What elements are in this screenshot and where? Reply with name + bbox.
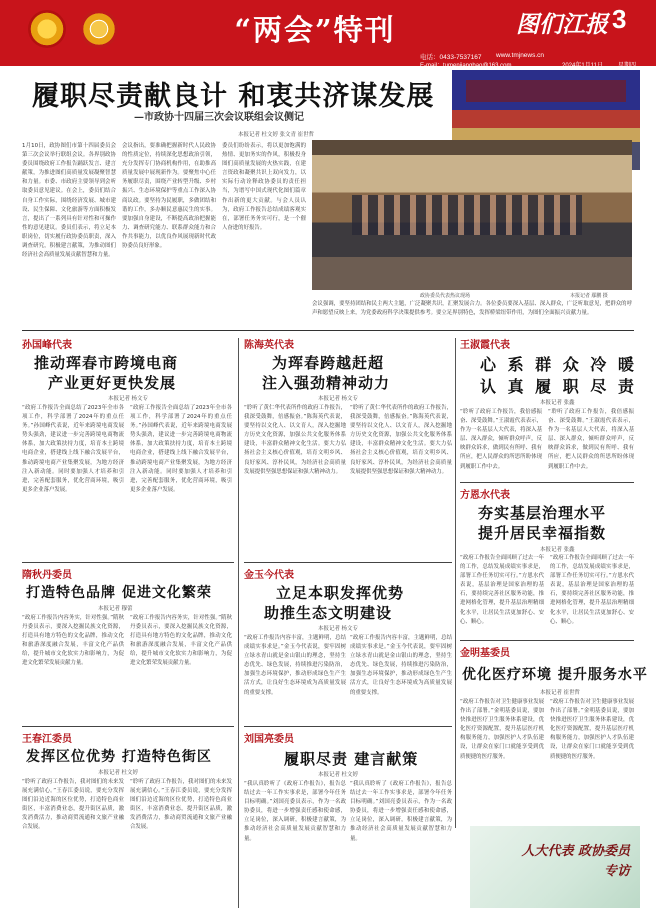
column-divider-2 xyxy=(455,338,456,828)
lead-title: 履职尽责献良计 和衷共济谋发展 xyxy=(32,81,435,112)
page-number: 3 xyxy=(612,4,627,34)
section-body-chen-a: “聆听了黄仁华代表所作的政府工作报告，我深受鼓舞，倍感振奋。”陈海英代表说，要坚持以文化人、以文育人，深入挖掘地方历史文化资源，加强公共文化服务体系建设，丰富群众精神文化生活。要大力弘扬社会主义核心价值观，培育文明乡风、良好家风、淳朴民风，为经济社会高质量发展提供坚强思想保证和强大精神动力。 xyxy=(244,405,346,475)
special-edition-title: “两会”特刊 xyxy=(234,13,396,47)
weekday: 星期四 xyxy=(618,63,637,69)
divider-wang-chunjiang xyxy=(22,726,234,727)
lead-body-col4: 会议强调，要坚持团结和民主两大主题，广泛凝聚共识，汇聚发展合力。各位委员要深入基层、深入群众，广泛听取意见，把群众的呼声和愿望反映上来，为党委政府科学决策提供参考。要立足界别特色，发挥桥梁纽带作用，为图们全面振兴贡献力量。 xyxy=(312,301,632,317)
section-body-chen-b: “聆听了黄仁华代表所作的政府工作报告，我深受鼓舞，倍感振奋。”陈海英代表说，要坚持以文化人、以文育人，深入挖掘地方历史文化资源，加强公共文化服务体系建设，丰富群众精神文化生活。要大力弘扬社会主义核心价值观，培育文明乡风、良好家风、淳朴民风，为经济社会高质量发展提供坚强思想保证和强大精神动力。 xyxy=(350,405,452,475)
section-headline-jin-yujin-2: 助推生态文明建设 xyxy=(264,604,393,622)
section-byline-jin-mingji: 本报记者 崔世哲 xyxy=(540,690,581,696)
newspaper-logo: 图们江报 xyxy=(516,11,608,38)
promo-line-2: 专访 xyxy=(603,864,630,879)
section-label-jin-yujin: 金玉今代表 xyxy=(244,570,294,581)
section-byline-wang-chunjiang: 本报记者 杜文婷 xyxy=(98,770,139,776)
section-headline-chen-2: 注入强劲精神动力 xyxy=(262,374,391,392)
section-label-wang: 王淑霞代表 xyxy=(460,340,510,351)
section-headline-jin-yujin-1: 立足本职发挥优势 xyxy=(276,584,405,602)
section-body-sun-b: “政府工作报告全面总结了2023年全市各项工作，科学部署了2024年的重点任务。”孙国峰代表说，近年来跨境电商发展势头强劲，建议进一步完善跨境电商物流体系，加大政策扶持力度，培育本土跨境电商企业，搭建线上线下融合发展平台，推动跨境电商产业集聚发展，为地方经济注入新动能。同时要加强人才培养和引进，完善配套服务，优化营商环境，吸引更多企业落户发展。 xyxy=(130,405,232,493)
email[interactable]: E-mail：tumenjiangbao@163.com xyxy=(420,63,512,69)
section-byline-sun: 本报记者 杨文专 xyxy=(108,396,149,402)
section-headline-chen-1: 为珲春跨越赶超 xyxy=(272,354,385,372)
phone: 电话：0433-7537167 xyxy=(420,54,482,61)
section-body-liu-a: “我认真聆听了《政府工作报告》，报告总结过去一年工作实事求是，部署今年任务目标明确。”刘国亮委员表示，作为一名政协委员，将进一步增强责任感和使命感，立足岗位，深入调研，积极建言献策，为推动经济社会高质量发展贡献智慧和力量。 xyxy=(244,781,346,842)
section-body-sun-a: “政府工作报告全面总结了2023年全市各项工作，科学部署了2024年的重点任务。”孙国峰代表说，近年来跨境电商发展势头强劲，建议进一步完善跨境电商物流体系，加大政策扶持力度，培育本土跨境电商企业，搭建线上线下融合发展平台，推动跨境电商产业集聚发展，为地方经济注入新动能。同时要加强人才培养和引进，完善配套服务，优化营商环境，吸引更多企业落户发展。 xyxy=(22,405,124,493)
section-label-fang: 方恩水代表 xyxy=(460,490,510,501)
section-body-fang-b: “政府工作报告全面回顾了过去一年的工作，总结发展成绩实事求是，部署工作任务切实可行。”方恩水代表说，基层治理是国家治理的基石，要持续完善社区服务功能，推进网格化管理，提升基层治理精细化水平，让居民生活更加舒心、安心、顺心。 xyxy=(550,555,634,625)
lead-body-col1: 1月10日，政协图们市第十四届委员会第三次会议举行联组会议。各界别政协委员围绕政府工作报告踊跃发言、建言献策，为推进图们高质量发展凝聚智慧和力量。市委、市政府主要领导到会听取委员意见建议。在会上，委员们结合自身工作实际，围绕经济发展、城市建设、民生保障、文化旅游等方面积极发言，提出了一系列具有针对性和可操作性的意见建议。委员们表示，将立足本职岗位，切实履行政协委员职责，深入调查研究，积极建言献策，为推动图们经济社会高质量发展贡献智慧和力量。 xyxy=(22,143,116,259)
section-byline-chen: 本报记者 杨文专 xyxy=(318,396,359,402)
section-byline-fang: 本报记者 张鑫 xyxy=(540,547,575,553)
section-body-sui-a: “政府工作报告内容务实，针对性强。”隋秋丹委员表示，要深入挖掘民族文化资源，打造具有地方特色的文化品牌，推动文化和旅游深度融合发展，丰富文化产品供给，提升城市文化软实力和影响力，为促进文化繁荣发展贡献力量。 xyxy=(22,615,124,667)
divider-liu xyxy=(244,726,452,727)
date: 2024年1月11日 xyxy=(562,63,603,69)
section-body-jin-mingji-a: “政府工作报告对卫生健康事业发展作出了部署。”金明基委员说，要加快推进医疗卫生服务体系建设，优化医疗资源配置，提升基层医疗机构服务能力，加强医护人才队伍建设，让群众在家门口就能享受到优质便捷的医疗服务。 xyxy=(460,699,544,760)
column-divider-1 xyxy=(238,338,239,908)
divider-jin-mingji xyxy=(460,640,634,641)
promo-text xyxy=(470,842,640,882)
section-body-wang-a: “聆听了政府工作报告，我倍感振奋、深受鼓舞。”王淑霞代表表示，作为一名基层人大代表，将深入基层、深入群众，倾听群众呼声，反映群众诉求，做到民有所呼、我有所应，把人民群众的所思所盼体现到履职工作中去。 xyxy=(460,409,542,470)
section-body-wang-b: “聆听了政府工作报告，我倍感振奋、深受鼓舞。”王淑霞代表表示，作为一名基层人大代表，将深入基层、深入群众，倾听群众呼声，反映群众诉求，做到民有所呼、我有所应，把人民群众的所思所盼体现到履职工作中去。 xyxy=(548,409,634,470)
section-body-sui-b: “政府工作报告内容务实，针对性强。”隋秋丹委员表示，要深入挖掘民族文化资源，打造具有地方特色的文化品牌，推动文化和旅游深度融合发展，丰富文化产品供给，提升城市文化软实力和影响力，为促进文化繁荣发展贡献力量。 xyxy=(130,615,232,667)
section-headline-wang-2: 认 真 履 职 尽 责 xyxy=(480,377,637,396)
section-headline-fang-1: 夯实基层治理水平 xyxy=(478,504,607,522)
section-byline-sui: 本报记者 穆蕾 xyxy=(98,606,133,612)
lead-subtitle: —市政协十四届三次会议联组会议侧记 xyxy=(134,112,304,123)
lead-byline: 本报记者 杜文婷 张文青 崔世哲 xyxy=(238,132,315,138)
section-headline-sun-2: 产业更好更快发展 xyxy=(48,374,177,392)
section-headline-sui: 打造特色品牌 促进文化繁荣 xyxy=(26,585,212,601)
promo-line-1: 人大代表 政协委员 xyxy=(521,844,630,859)
section-label-liu: 刘国亮委员 xyxy=(244,734,294,745)
divider-sui xyxy=(22,562,234,563)
lead-body-col2: 会议指出，要准确把握新时代人民政协的性质定位，持续深化思想政治引领，充分发挥专门协商机构作用，在助推高质量发展中展现新作为。要聚焦中心任务履职尽责，围绕产业转型升级、乡村振兴、生态环境保护等重点工作深入协商议政。要坚持为民履职，多做团结和谐的工作，多办顺民意惠民生的实事。要加强自身建设，不断提高政治把握能力、调查研究能力、联系群众能力和合作共事能力，以优良作风展现新时代政协委员良好形象。 xyxy=(122,143,216,250)
section-headline-fang-2: 提升居民幸福指数 xyxy=(478,524,607,542)
section-byline-wang: 本报记者 张鑫 xyxy=(540,400,575,406)
masthead xyxy=(0,0,656,69)
section-label-sui: 隋秋丹委员 xyxy=(22,570,72,581)
section-byline-jin-yujin: 本报记者 杨文专 xyxy=(318,626,359,632)
section-headline-liu: 履职尽责 建言献策 xyxy=(284,750,419,768)
section-label-sun: 孙国峰代表 xyxy=(22,340,72,351)
section-byline-liu: 本报记者 杜文婷 xyxy=(318,772,359,778)
section-body-wang-chunjiang-b: “聆听了政府工作报告，我对图们的未来发展充满信心。”王春江委员说，要充分发挥图们沿边近海的区位优势，打造特色商业街区，丰富消费业态，提升街区品质，激发消费活力，推动商贸流通和文旅产业融合发展。 xyxy=(130,779,232,831)
lead-body-col3: 委员们纷纷表示，将以更加饱满的热情、更加务实的作风，积极投身图们高质量发展的火热实践，在建言资政和凝聚共识上双向发力，以实际行动诠释政协委员的责任担当，为谱写中国式现代化图们篇章作出新的更大贡献。与会人员认为，政府工作报告总结成绩客观实在，部署任务务实可行，是一个催人奋进的好报告。 xyxy=(222,143,306,231)
section-headline-sun-1: 推动珲春市跨境电商 xyxy=(34,354,179,372)
section-body-liu-b: “我认真聆听了《政府工作报告》，报告总结过去一年工作实事求是，部署今年任务目标明确。”刘国亮委员表示，作为一名政协委员，将进一步增强责任感和使命感，立足岗位，深入调研，积极建言献策，为推动经济社会高质量发展贡献智慧和力量。 xyxy=(350,781,452,842)
cppcc-emblem-icon xyxy=(80,10,118,48)
national-emblem-icon xyxy=(28,10,66,48)
section-headline-wang-chunjiang: 发挥区位优势 打造特色街区 xyxy=(26,749,212,765)
divider-jin-yujin xyxy=(244,562,452,563)
section-body-jin-yujin-b: “政府工作报告内容丰富，主题鲜明，总结成绩实事求是。”金玉今代表说，要牢固树立绿水青山就是金山银山的理念，坚持生态优先、绿色发展，持续推进污染防治，加强生态环境保护，推动形成绿色生产生活方式，让良好生态环境成为高质量发展的重要支撑。 xyxy=(350,635,452,696)
website[interactable]: www.tmjnews.cn xyxy=(496,52,545,59)
section-label-chen: 陈海英代表 xyxy=(244,340,294,351)
section-headline-wang-1: 心 系 群 众 冷 暖 xyxy=(480,355,637,374)
lead-meeting-photo xyxy=(312,140,632,290)
section-body-fang-a: “政府工作报告全面回顾了过去一年的工作，总结发展成绩实事求是，部署工作任务切实可行。”方恩水代表说，基层治理是国家治理的基石，要持续完善社区服务功能，推进网格化管理，提升基层治理精细化水平，让居民生活更加舒心、安心、顺心。 xyxy=(460,555,544,625)
section-body-wang-chunjiang-a: “聆听了政府工作报告，我对图们的未来发展充满信心。”王春江委员说，要充分发挥图们沿边近海的区位优势，打造特色商业街区，丰富消费业态，提升街区品质，激发消费活力，推动商贸流通和文旅产业融合发展。 xyxy=(22,779,124,831)
lead-photo-caption: 政协委员代表热议现场 xyxy=(420,293,471,299)
section-headline-jin-mingji: 优化医疗环境 提升服务水平 xyxy=(462,667,648,683)
section-label-jin-mingji: 金明基委员 xyxy=(460,648,510,659)
section-label-wang-chunjiang: 王春江委员 xyxy=(22,734,72,745)
section-body-jin-yujin-a: “政府工作报告内容丰富，主题鲜明，总结成绩实事求是。”金玉今代表说，要牢固树立绿水青山就是金山银山的理念，坚持生态优先、绿色发展，持续推进污染防治，加强生态环境保护，推动形成绿色生产生活方式，让良好生态环境成为高质量发展的重要支撑。 xyxy=(244,635,346,696)
section-divider xyxy=(22,330,634,331)
masthead-info-row xyxy=(0,46,656,69)
lead-photo-credit: 本报记者 鄢鹏 摄 xyxy=(570,293,608,299)
section-body-jin-mingji-b: “政府工作报告对卫生健康事业发展作出了部署。”金明基委员说，要加快推进医疗卫生服务体系建设，优化医疗资源配置，提升基层医疗机构服务能力，加强医护人才队伍建设，让群众在家门口就能享受到优质便捷的医疗服务。 xyxy=(550,699,634,760)
divider-fang xyxy=(460,482,634,483)
